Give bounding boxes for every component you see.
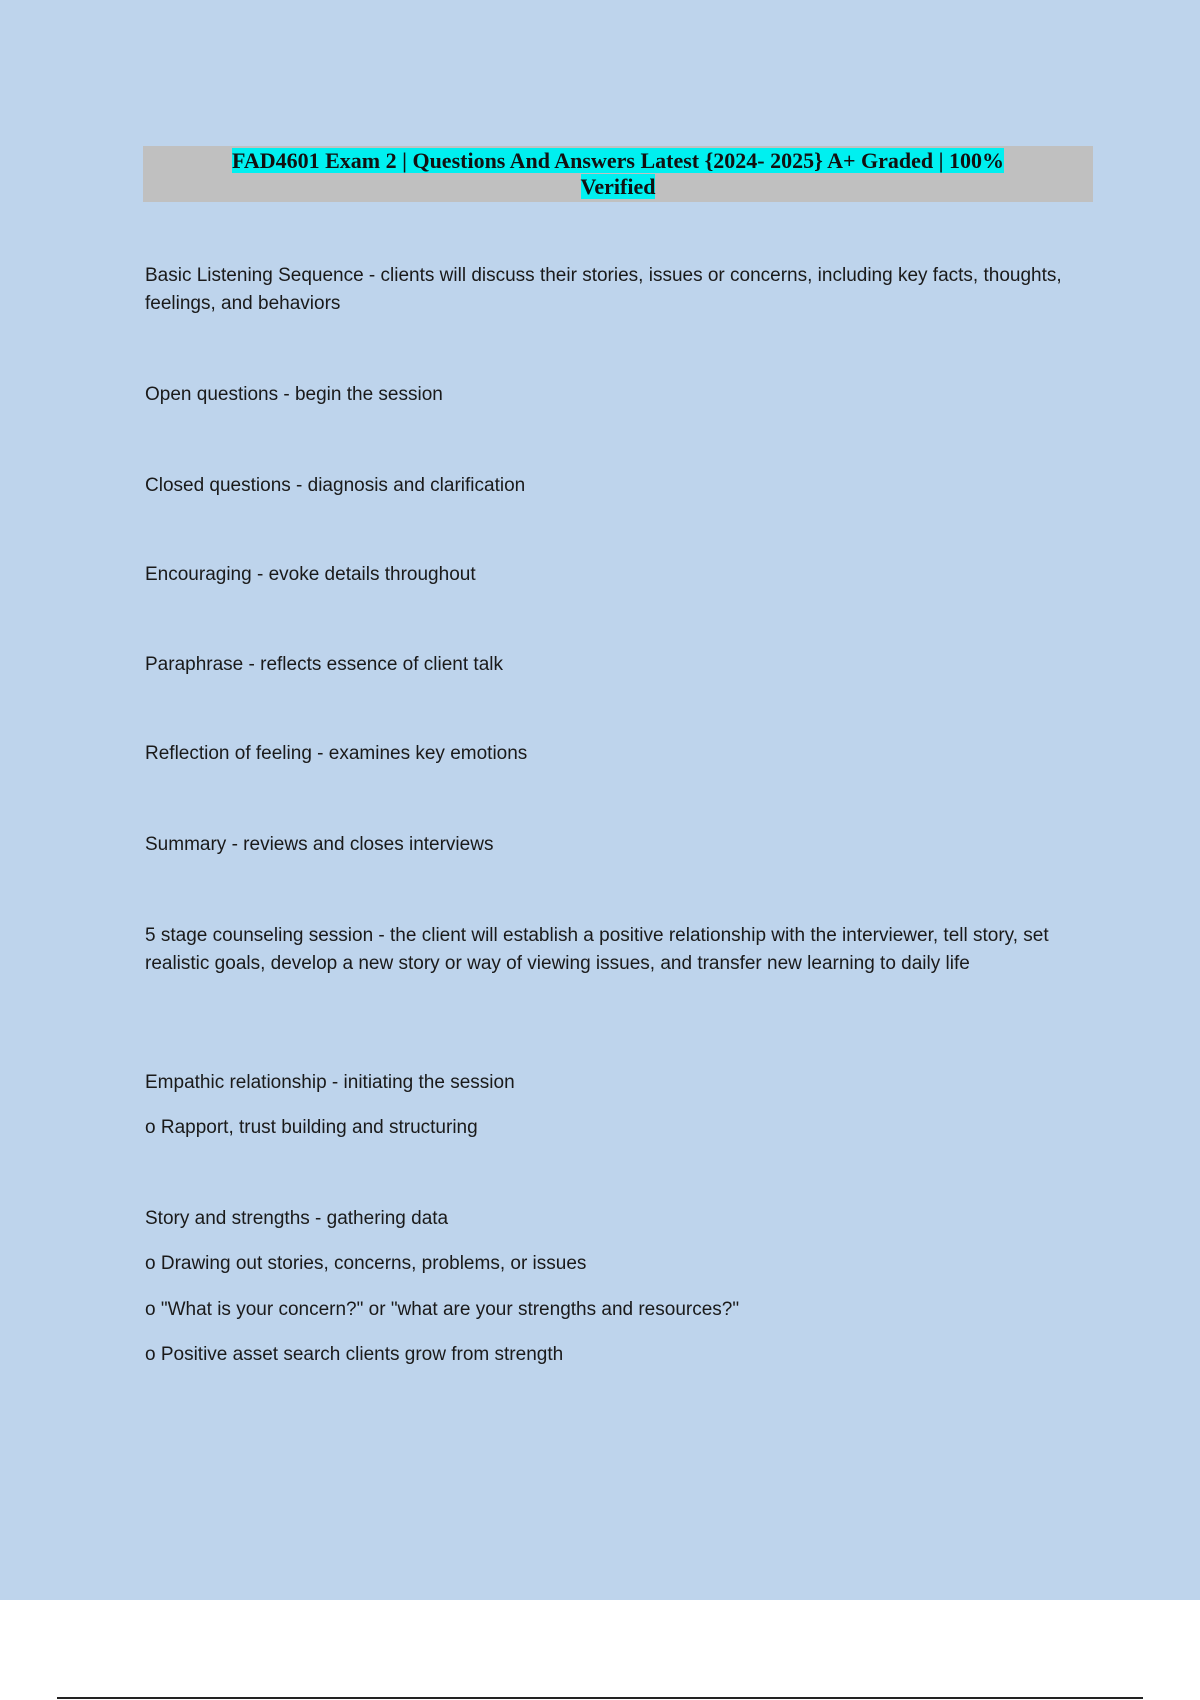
qa-entry-empathic-relationship: Empathic relationship - initiating the session: [145, 1072, 515, 1093]
qa-entry-story-and-strengths: Story and strengths - gathering data: [145, 1208, 449, 1229]
qa-entry-closed-questions: Closed questions - diagnosis and clarification: [145, 475, 526, 496]
qa-subpoint-concern-question: o "What is your concern?" or "what are your strengths and resources?": [145, 1299, 740, 1320]
qa-entry-summary: Summary - reviews and closes interviews: [145, 834, 494, 855]
document-title-line-1: FAD4601 Exam 2 | Questions And Answers Latest {2024- 2025} A+ Graded | 100%: [232, 148, 1004, 173]
qa-entry-reflection-of-feeling: Reflection of feeling - examines key emotions: [145, 743, 528, 764]
qa-entry-paraphrase: Paraphrase - reflects essence of client talk: [145, 654, 504, 675]
qa-entry-open-questions: Open questions - begin the session: [145, 384, 443, 405]
qa-subpoint-drawing-out-stories: o Drawing out stories, concerns, problems, or issues: [145, 1253, 587, 1274]
document-title-line-2: Verified: [580, 174, 656, 199]
qa-entry-five-stage-session: 5 stage counseling session - the client will establish a positive relationship with the interviewer, tell story, set realistic goals, develop a new story or way of viewing issues, and transfer new learning to daily life: [145, 925, 1049, 974]
qa-subpoint-positive-asset-search: o Positive asset search clients grow from strength: [145, 1344, 564, 1365]
page-bottom-rule: [57, 1697, 1143, 1699]
qa-entry-encouraging: Encouraging - evoke details throughout: [145, 564, 476, 585]
qa-entry-basic-listening-sequence: Basic Listening Sequence - clients will discuss their stories, issues or concerns, including key facts, thoughts, feelings, and behaviors: [145, 265, 1062, 314]
qa-subpoint-rapport: o Rapport, trust building and structuring: [145, 1117, 478, 1138]
document-title-banner: [143, 146, 1093, 202]
